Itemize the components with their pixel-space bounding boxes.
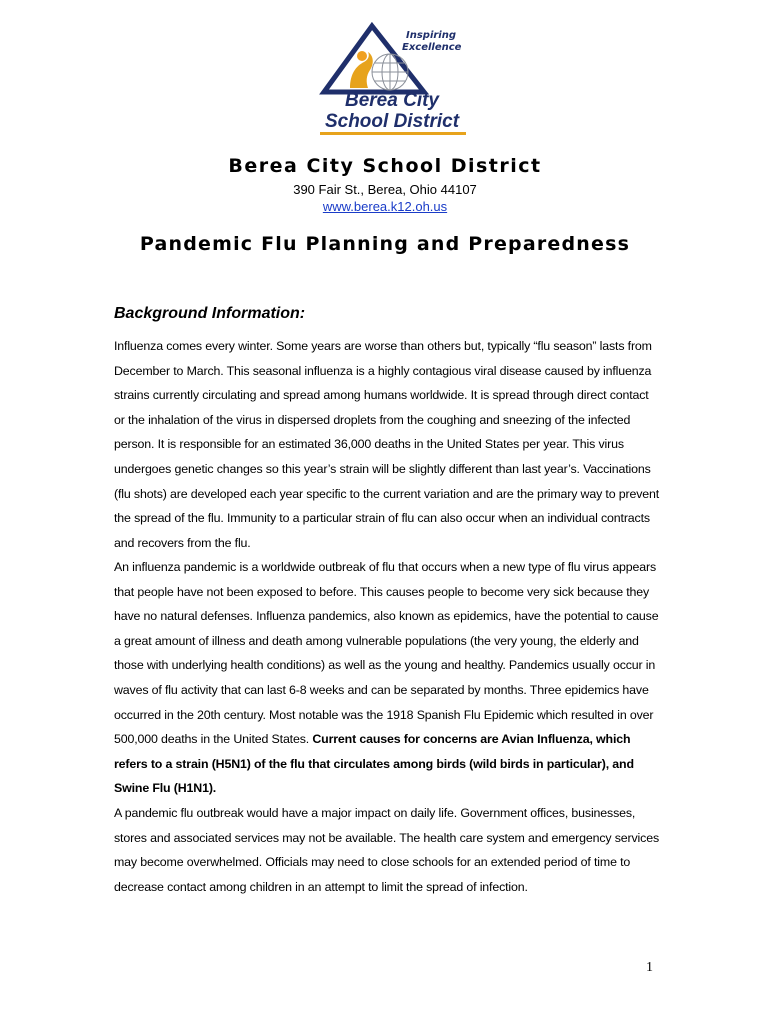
logo-tagline-line2: Excellence: [402, 42, 462, 53]
paragraph-seasonal-flu: Influenza comes every winter. Some years are worse than others but, typically “flu season” lasts from December to March. This seasonal influenza is a highly contagious viral disease caused by influenza strains currently circulating and spread among humans worldwide. It is spread through direct contact or the inhalation of the virus in dispersed droplets from the coughing and sneezing of the infected person. It is responsible for an estimated 36,000 deaths in the United States per year. This virus undergoes genetic changes so this year’s strain will be slightly different than last year’s. Vaccinations (flu shots) are developed each year specific to the current variation and are the primary way to prevent the spread of the flu. Immunity to a particular strain of flu can also occur when an individual contracts and recovers from the flu.: [114, 339, 660, 550]
paragraph-pandemic-text: An influenza pandemic is a worldwide outbreak of flu that occurs when a new type of flu virus appears that people have not been exposed to before. This causes people to become very sick because they have no natural defenses. Influenza pandemics, also known as epidemics, have the potential to cause a great amount of illness and death among vulnerable populations (the very young, the elderly and those with underlying health conditions) as well as the young and healthy. Pandemics usually occur in waves of flu activity that can last 6-8 weeks and can be separated by months. Three epidemics have occurred in the 20th century. Most notable was the 1918 Spanish Flu Epidemic which resulted in over 500,000 deaths in the United States.: [114, 560, 659, 747]
page-number: 1: [646, 960, 653, 975]
organization-name: Berea City School District: [228, 155, 542, 177]
paragraph-pandemic: [114, 555, 662, 801]
district-logo-graphic: [316, 22, 468, 140]
logo-name-line1: Berea City: [345, 90, 439, 111]
website-line: [0, 199, 770, 214]
district-logo: [316, 22, 468, 140]
section-heading: Background Information:: [114, 305, 306, 322]
logo-name-line2: School District: [324, 111, 460, 132]
organization-address: 390 Fair St., Berea, Ohio 44107: [293, 182, 477, 197]
paragraph-pandemic-emphasis: Current causes for concerns are Avian Influenza, which refers to a strain (H5N1) of the flu that circulates among birds (wild birds in particular), and Swine Flu (H1N1).: [114, 732, 634, 796]
paragraph-impact: A pandemic flu outbreak would have a major impact on daily life. Government offices, businesses, stores and associated services may not be available. The health care system and emergency services may become overwhelmed. Officials may need to close schools for an extended period of time to decrease contact among children in an attempt to limit the spread of infection.: [114, 806, 659, 894]
document-title: Pandemic Flu Planning and Preparedness: [139, 233, 631, 255]
website-link[interactable]: www.berea.k12.oh.us: [322, 199, 448, 214]
logo-tagline-line1: Inspiring: [406, 30, 457, 41]
